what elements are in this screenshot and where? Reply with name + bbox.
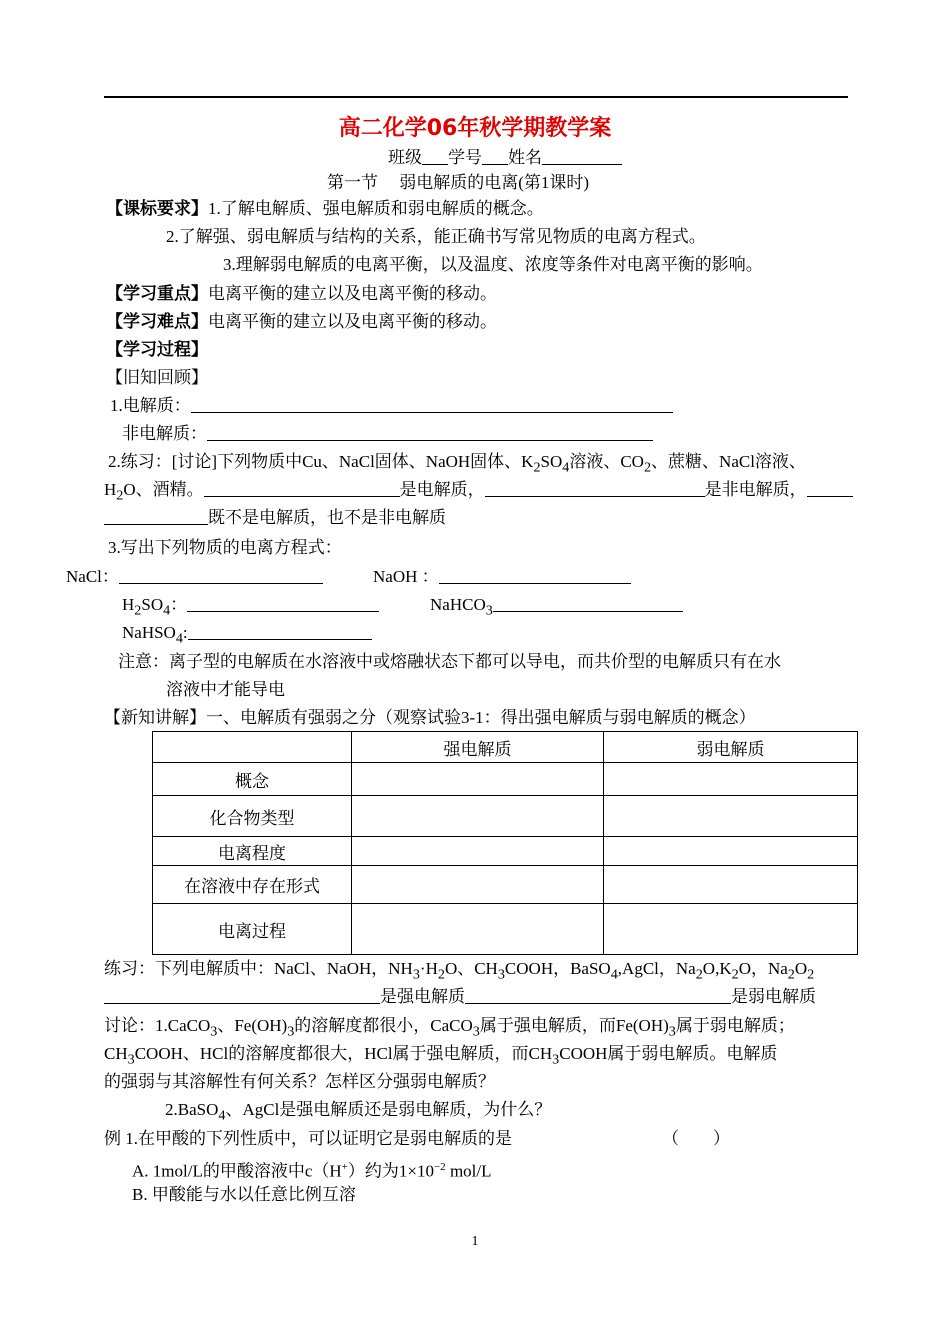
strong-answer-blank[interactable] — [104, 1003, 380, 1004]
objective-1: 1.了解电解质、强电解质和弱电解质的概念。 — [208, 199, 544, 218]
note-line1: 注意：离子型的电解质在水溶液中或熔融状态下都可以导电，而共价型的电解质只有在水 — [118, 652, 781, 671]
table-answer-cell[interactable] — [604, 837, 858, 866]
q2-neither: 既不是电解质，也不是非电解质 — [208, 508, 446, 527]
sup: + — [341, 1161, 348, 1173]
page-title: 高二化学06年秋学期教学案 — [338, 116, 612, 141]
sub: 3 — [485, 602, 493, 619]
example-option-b[interactable]: B. 甲酸能与水以任意比例互溶 — [132, 1185, 356, 1204]
review-q2-line3 — [104, 507, 446, 529]
objective-3: 3.理解弱电解质的电离平衡，以及温度、浓度等条件对电离平衡的影响。 — [223, 255, 763, 274]
nonelectrolyte-blank[interactable] — [207, 440, 653, 441]
review-tag: 【旧知回顾】 — [106, 368, 208, 387]
discussion-text: 2.BaSO — [165, 1100, 219, 1119]
eq-label: H — [122, 595, 135, 614]
focus-line — [106, 283, 497, 305]
discussion-line2 — [104, 1043, 777, 1070]
discussion-line1 — [104, 1015, 795, 1042]
discussion-text: 、Fe(OH) — [217, 1016, 288, 1035]
discussion-text: COOH属于弱电解质。电解质 — [559, 1044, 778, 1063]
sub: 2 — [437, 966, 445, 983]
example-option-a[interactable] — [132, 1156, 492, 1183]
eq-nacl-blank[interactable] — [119, 583, 323, 584]
sub: 3 — [497, 966, 505, 983]
sup: −2 — [433, 1161, 446, 1173]
q2-text-a: 2.练习：[讨论]下列物质中Cu、NaCl固体、NaOH固体、K — [108, 452, 534, 471]
practice-text: O — [794, 959, 808, 978]
sub: 4 — [163, 602, 171, 619]
table-row-label: 在溶液中存在形式 — [153, 866, 352, 904]
id-blank[interactable] — [482, 164, 508, 165]
header-rule — [104, 96, 848, 98]
eq-h2so4 — [122, 594, 379, 621]
class-blank[interactable] — [422, 164, 448, 165]
discussion-line3: 的强弱与其溶解性有何关系？怎样区分强弱电解质？ — [104, 1072, 495, 1091]
eq-label: NaHCO — [430, 595, 486, 614]
table-answer-cell[interactable] — [352, 796, 604, 837]
discussion-text: COOH、HCl的溶解度都很大，HCl属于强电解质，而CH — [134, 1044, 553, 1063]
discussion-text: 属于强电解质，而Fe(OH) — [479, 1016, 669, 1035]
discussion-q2 — [165, 1099, 551, 1126]
review-q2-line2 — [104, 479, 853, 506]
sub: 4 — [610, 966, 618, 983]
table-answer-cell[interactable] — [352, 763, 604, 796]
eq-h2so4-blank[interactable] — [187, 611, 379, 612]
electrolyte-answer-blank[interactable] — [204, 496, 400, 497]
eq-label: NaHSO — [122, 623, 176, 642]
id-label: 学号 — [448, 148, 482, 167]
eq-naoh — [373, 566, 631, 588]
q2-is: 是电解质， — [399, 480, 485, 499]
nonelectrolyte-label: 非电解质： — [122, 424, 207, 443]
table-header-cell — [153, 732, 352, 763]
difficulty-line — [106, 311, 497, 333]
objective-2: 2.了解强、弱电解质与结构的关系，能正确书写常见物质的电离方程式。 — [166, 227, 706, 246]
eq-nahso4-blank[interactable] — [188, 639, 372, 640]
table-row — [153, 837, 858, 866]
sub: 2 — [643, 459, 652, 476]
practice-strong: 是强电解质 — [380, 987, 465, 1006]
eq-label: NaCl： — [66, 567, 119, 586]
q2-text-e: H — [104, 480, 117, 499]
eq-nahco3-blank[interactable] — [493, 611, 683, 612]
comparison-table — [152, 731, 858, 955]
note-line2: 溶液中才能导电 — [166, 680, 285, 699]
weak-answer-blank[interactable] — [465, 1003, 731, 1004]
table-header-row — [153, 732, 858, 763]
table-row — [153, 904, 858, 955]
sub: 3 — [472, 1023, 480, 1040]
sub: 4 — [175, 630, 183, 647]
discussion-text: 、AgCl是强电解质还是弱电解质，为什么？ — [225, 1100, 552, 1119]
sub: 2 — [695, 966, 703, 983]
page-number: 1 — [471, 1234, 479, 1249]
electrolyte-label: 1.电解质： — [110, 396, 191, 415]
option-text: A. 1mol/L的甲酸溶液中c（H — [132, 1161, 342, 1181]
student-info — [388, 147, 622, 169]
new-knowledge-heading: 【新知讲解】一、电解质有强弱之分（观察试验3-1：得出强电解质与弱电解质的概念） — [104, 708, 756, 727]
objectives-line1 — [106, 198, 544, 220]
eq-naoh-blank[interactable] — [439, 583, 631, 584]
review-q2-line1 — [108, 451, 806, 478]
practice-line1 — [104, 958, 814, 985]
q2-text-f: O、酒精。 — [123, 480, 204, 499]
section-title: 第一节 弱电解质的电离(第1课时) — [327, 173, 590, 192]
table-row — [153, 796, 858, 837]
table-row — [153, 866, 858, 904]
sub: 3 — [412, 966, 420, 983]
practice-text: COOH，BaSO — [504, 959, 611, 978]
table-answer-cell[interactable] — [352, 837, 604, 866]
review-q3: 3.写出下列物质的电离方程式： — [108, 538, 342, 557]
table-row-label: 电离程度 — [153, 837, 352, 866]
table-answer-cell[interactable] — [604, 763, 858, 796]
sub: 3 — [668, 1023, 676, 1040]
sub: 2 — [134, 602, 142, 619]
name-label: 姓名 — [508, 148, 542, 167]
answer-bracket[interactable]: （ ） — [662, 1129, 730, 1148]
table-row-label: 概念 — [153, 763, 352, 796]
table-answer-cell[interactable] — [604, 796, 858, 837]
q2-not: 是非电解质， — [704, 480, 807, 499]
sub: 2 — [533, 459, 541, 476]
neither-blank-b[interactable] — [104, 524, 208, 525]
practice-text: 练习：下列电解质中：NaCl、NaOH，NH — [104, 959, 413, 978]
sub: 3 — [287, 1023, 295, 1040]
name-blank[interactable] — [542, 164, 622, 165]
practice-text: O，Na — [738, 959, 788, 978]
difficulty-tag: 【学习难点】 — [106, 312, 208, 331]
eq-label: NaOH ： — [373, 567, 439, 586]
table-row-label: 化合物类型 — [153, 796, 352, 837]
class-label: 班级 — [388, 148, 422, 167]
difficulty-text: 电离平衡的建立以及电离平衡的移动。 — [208, 312, 497, 331]
table-answer-cell[interactable] — [604, 866, 858, 904]
review-q1b — [122, 423, 653, 445]
practice-text: O、CH — [444, 959, 498, 978]
sub: 4 — [562, 459, 570, 476]
q2-text-b: SO — [540, 452, 563, 471]
discussion-text: 的溶解度都很小，CaCO — [294, 1016, 473, 1035]
table-row-label: 电离过程 — [153, 904, 352, 955]
focus-text: 电离平衡的建立以及电离平衡的移动。 — [208, 284, 497, 303]
focus-tag: 【学习重点】 — [106, 284, 208, 303]
sub: 3 — [127, 1051, 135, 1068]
option-text: mol/L — [445, 1161, 492, 1181]
table-row — [153, 763, 858, 796]
eq-label: SO — [141, 595, 164, 614]
process-tag: 【学习过程】 — [106, 340, 208, 359]
eq-nacl — [66, 566, 323, 588]
discussion-text: 属于弱电解质； — [675, 1016, 795, 1035]
electrolyte-blank[interactable] — [191, 412, 673, 413]
sub: 2 — [731, 966, 739, 983]
option-text: ）约为1×10 — [347, 1161, 434, 1181]
practice-weak: 是弱电解质 — [731, 987, 816, 1006]
discussion-text: 讨论：1.CaCO — [104, 1016, 211, 1035]
example-stem: 例 1.在甲酸的下列性质中，可以证明它是弱电解质的是 — [104, 1129, 512, 1148]
objectives-tag: 【课标要求】 — [106, 199, 208, 218]
eq-nahco3 — [430, 594, 683, 621]
sub: 3 — [210, 1023, 218, 1040]
nonelectrolyte-answer-blank[interactable] — [485, 496, 705, 497]
table-answer-cell[interactable] — [352, 866, 604, 904]
q2-text-d: 、蔗糖、NaCl溶液、 — [651, 452, 806, 471]
practice-text: O,K — [702, 959, 732, 978]
eq-label: ： — [170, 595, 188, 614]
sub: 2 — [116, 487, 124, 504]
practice-text: ,AgCl，Na — [617, 959, 696, 978]
table-header-cell: 强电解质 — [352, 732, 604, 763]
review-q1 — [110, 395, 673, 417]
neither-blank-a[interactable] — [807, 496, 853, 497]
sub: 2 — [807, 966, 815, 983]
sub: 4 — [218, 1107, 226, 1124]
table-answer-cell[interactable] — [352, 904, 604, 955]
eq-nahso4 — [122, 622, 372, 649]
q2-text-c: 溶液、CO — [569, 452, 644, 471]
practice-text: ·H — [419, 959, 438, 978]
sub: 2 — [787, 966, 795, 983]
table-header-cell: 弱电解质 — [604, 732, 858, 763]
discussion-text: CH — [104, 1044, 128, 1063]
table-answer-cell[interactable] — [604, 904, 858, 955]
sub: 3 — [552, 1051, 560, 1068]
eq-label: : — [182, 623, 188, 642]
practice-line2 — [104, 986, 816, 1008]
